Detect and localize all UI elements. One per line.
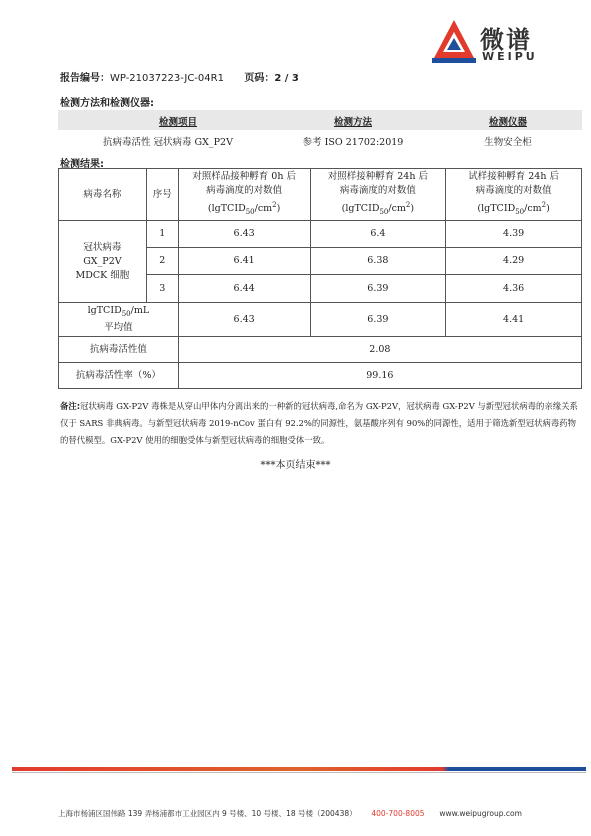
method-header-item: 检测项目 (158, 117, 197, 128)
method-header-row (58, 110, 582, 130)
header-test-24h (446, 169, 582, 221)
header-control-24h (310, 169, 446, 221)
average-label-line1: lgTCID$_{50}$/mL (87, 305, 150, 318)
virus-name-line3: MDCK 细胞 (75, 269, 130, 281)
header-test-24h-line2: 病毒滴度的对数值 (475, 185, 552, 196)
average-control-0h: 6.43 (178, 303, 310, 337)
average-test-24h: 4.41 (446, 303, 582, 337)
footer-website: www.weipugroup.com (439, 809, 522, 818)
page-number: 2 / 3 (274, 73, 299, 84)
notes-text: 冠状病毒 GX-P2V 毒株是从穿山甲体内分离出来的一种新的冠状病毒,命名为 GX-P2V，冠状病毒 GX-P2V 与新型冠状病毒的亲缘关系仅于 SARS 非典病毒。与新型冠状病毒 2019-nCov 蛋白有 92.2%的同源性，氨基酸序列有 90%的同源性，适用于筛选新型冠状病毒药物的替代模型。GX-P2V 使用的细胞受体与新型冠状病毒的细胞受体一致。 (60, 401, 578, 445)
activity-rate-row (59, 363, 582, 389)
average-control-24h: 6.39 (310, 303, 446, 337)
header-control-0h (178, 169, 310, 221)
footer-divider (12, 772, 586, 773)
notes (60, 398, 582, 449)
control-24h-cell: 6.39 (310, 275, 446, 303)
method-header-method: 检测方法 (333, 117, 372, 128)
virus-name-cell (59, 221, 147, 303)
virus-name-line1: 冠状病毒 (83, 241, 122, 253)
results-header-row (59, 169, 582, 221)
weipu-logo (430, 18, 556, 70)
activity-rate: 99.16 (178, 363, 581, 389)
average-row (59, 303, 582, 337)
activity-value: 2.08 (178, 337, 581, 363)
control-24h-cell: 6.4 (310, 221, 446, 248)
method-method: 参考 ISO 21702:2019 (302, 137, 404, 148)
header-seq: 序号 (146, 169, 178, 221)
report-number-label: 报告编号： (60, 73, 110, 84)
method-item: 抗病毒活性 冠状病毒 GX_P2V (103, 137, 233, 148)
seq-cell: 2 (146, 248, 178, 275)
notes-label: 备注: (60, 401, 81, 411)
end-of-page-text: ***本页结束*** (260, 460, 331, 471)
logo-chinese-text: 微谱 (480, 26, 532, 54)
method-table (58, 110, 582, 150)
footer-color-bar (12, 767, 586, 771)
footer (58, 808, 522, 819)
control-24h-cell: 6.38 (310, 248, 446, 275)
header-control-24h-line1: 对照样接种孵育 24h 后 (327, 171, 428, 182)
header-control-0h-line1: 对照样品接种孵育 0h 后 (192, 171, 296, 182)
activity-value-label: 抗病毒活性值 (59, 337, 179, 363)
average-label-line2: 平均值 (104, 321, 133, 333)
report-number: WP-21037223-JC-04R1 (110, 73, 224, 84)
results-section-title: 检测结果: (60, 159, 104, 170)
control-0h-cell: 6.43 (178, 221, 310, 248)
weipu-logo-mark-icon (430, 18, 478, 66)
seq-cell: 3 (146, 275, 178, 303)
control-0h-cell: 6.44 (178, 275, 310, 303)
logo-english-text: WEIPU (482, 50, 538, 63)
test-24h-cell: 4.29 (446, 248, 582, 275)
header-control-0h-line2: 病毒滴度的对数值 (206, 185, 283, 196)
header-unit: $(lgTCID_{50}/cm^2)$ (341, 201, 415, 217)
average-label (59, 303, 179, 337)
method-header-instrument: 检测仪器 (488, 117, 527, 128)
table-row (59, 221, 582, 248)
test-24h-cell: 4.36 (446, 275, 582, 303)
page-label: 页码： (244, 73, 275, 84)
results-table (58, 168, 582, 389)
seq-cell: 1 (146, 221, 178, 248)
method-section-title: 检测方法和检测仪器: (60, 98, 154, 109)
header-control-24h-line2: 病毒滴度的对数值 (339, 185, 416, 196)
header-virus-name: 病毒名称 (59, 169, 147, 221)
header-unit: $(lgTCID_{50}/cm^2)$ (207, 201, 281, 217)
footer-phone: 400-700-8005 (371, 809, 425, 818)
report-header (60, 69, 299, 84)
footer-address: 上海市杨浦区国伟路 139 弄杨浦都市工业园区内 9 号楼、10 号楼、18 号楼（200438） (58, 809, 357, 818)
virus-name-line2: GX_P2V (83, 255, 122, 267)
header-unit: $(lgTCID_{50}/cm^2)$ (477, 201, 550, 217)
control-0h-cell: 6.41 (178, 248, 310, 275)
method-data-row (58, 130, 582, 150)
activity-value-row (59, 337, 582, 363)
test-24h-cell: 4.39 (446, 221, 582, 248)
header-test-24h-line1: 试样接种孵育 24h 后 (468, 171, 559, 182)
activity-rate-label: 抗病毒活性率（%） (59, 363, 179, 389)
method-instrument: 生物安全柜 (484, 137, 532, 148)
